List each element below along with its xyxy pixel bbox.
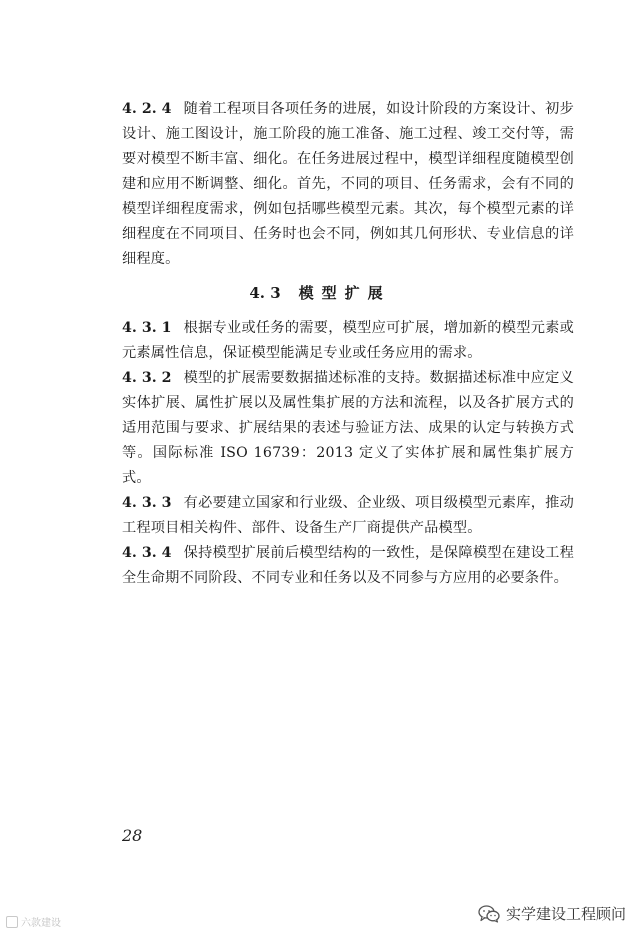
- clause-4-3-1: [122, 316, 574, 366]
- watermark-left: [6, 914, 61, 929]
- clause-number: 4. 3. 1: [122, 320, 172, 336]
- clause-text: 保持模型扩展前后模型结构的一致性，是保障模型在建设工程全生命期不同阶段、不同专业和任务以及不同参与方应用的必要条件。: [122, 545, 575, 586]
- watermark-right-text: 实学建设工程顾问: [505, 905, 626, 923]
- clause-4-3-2: [122, 366, 574, 491]
- clause-4-2-4: [122, 97, 574, 272]
- section-4-3-body: [122, 316, 574, 591]
- clause-text: 模型的扩展需要数据描述标准的支持。数据描述标准中应定义实体扩展、属性扩展以及属性集扩展的方法和流程，以及各扩展方式的适用范围与要求、扩展结果的表述与验证方法、成果的认定与转换方式等。国际标准 ISO 16739：2013 定义了实体扩展和属性集扩展方式。: [122, 370, 575, 486]
- clause-text: 有必要建立国家和行业级、企业级、项目级模型元素库，推动工程项目相关构件、部件、设备生产厂商提供产品模型。: [122, 495, 575, 536]
- wechat-icon: [478, 905, 500, 923]
- section-number: 4. 3: [249, 284, 281, 302]
- clause-4-3-4: [122, 541, 574, 591]
- clause-paragraph: [122, 97, 574, 272]
- clause-text: 根据专业或任务的需要，模型应可扩展，增加新的模型元素或元素属性信息，保证模型能满足专业或任务应用的需求。: [122, 320, 575, 361]
- page-number: 28: [122, 826, 143, 845]
- watermark-logo-icon: [6, 916, 18, 928]
- watermark-right: [478, 903, 626, 924]
- clause-number: 4. 3. 2: [122, 370, 172, 386]
- clause-number: 4. 3. 3: [122, 495, 172, 511]
- section-title: 模型扩展: [298, 284, 391, 302]
- clause-text: 随着工程项目各项任务的进展，如设计阶段的方案设计、初步设计、施工图设计，施工阶段的施工准备、施工过程、竣工交付等，需要对模型不断丰富、细化。在任务进展过程中，模型详细程度随模型创建和应用不断调整、细化。首先，不同的项目、任务需求，会有不同的模型详细程度需求，例如包括哪些模型元素。其次，每个模型元素的详细程度在不同项目、任务时也会不同，例如其几何形状、专业信息的详细程度。: [122, 101, 575, 267]
- clause-4-3-3: [122, 491, 574, 541]
- watermark-left-text: 六款建设: [21, 918, 61, 929]
- clause-number: 4. 2. 4: [122, 101, 172, 117]
- section-heading: [0, 280, 640, 306]
- clause-number: 4. 3. 4: [122, 545, 172, 561]
